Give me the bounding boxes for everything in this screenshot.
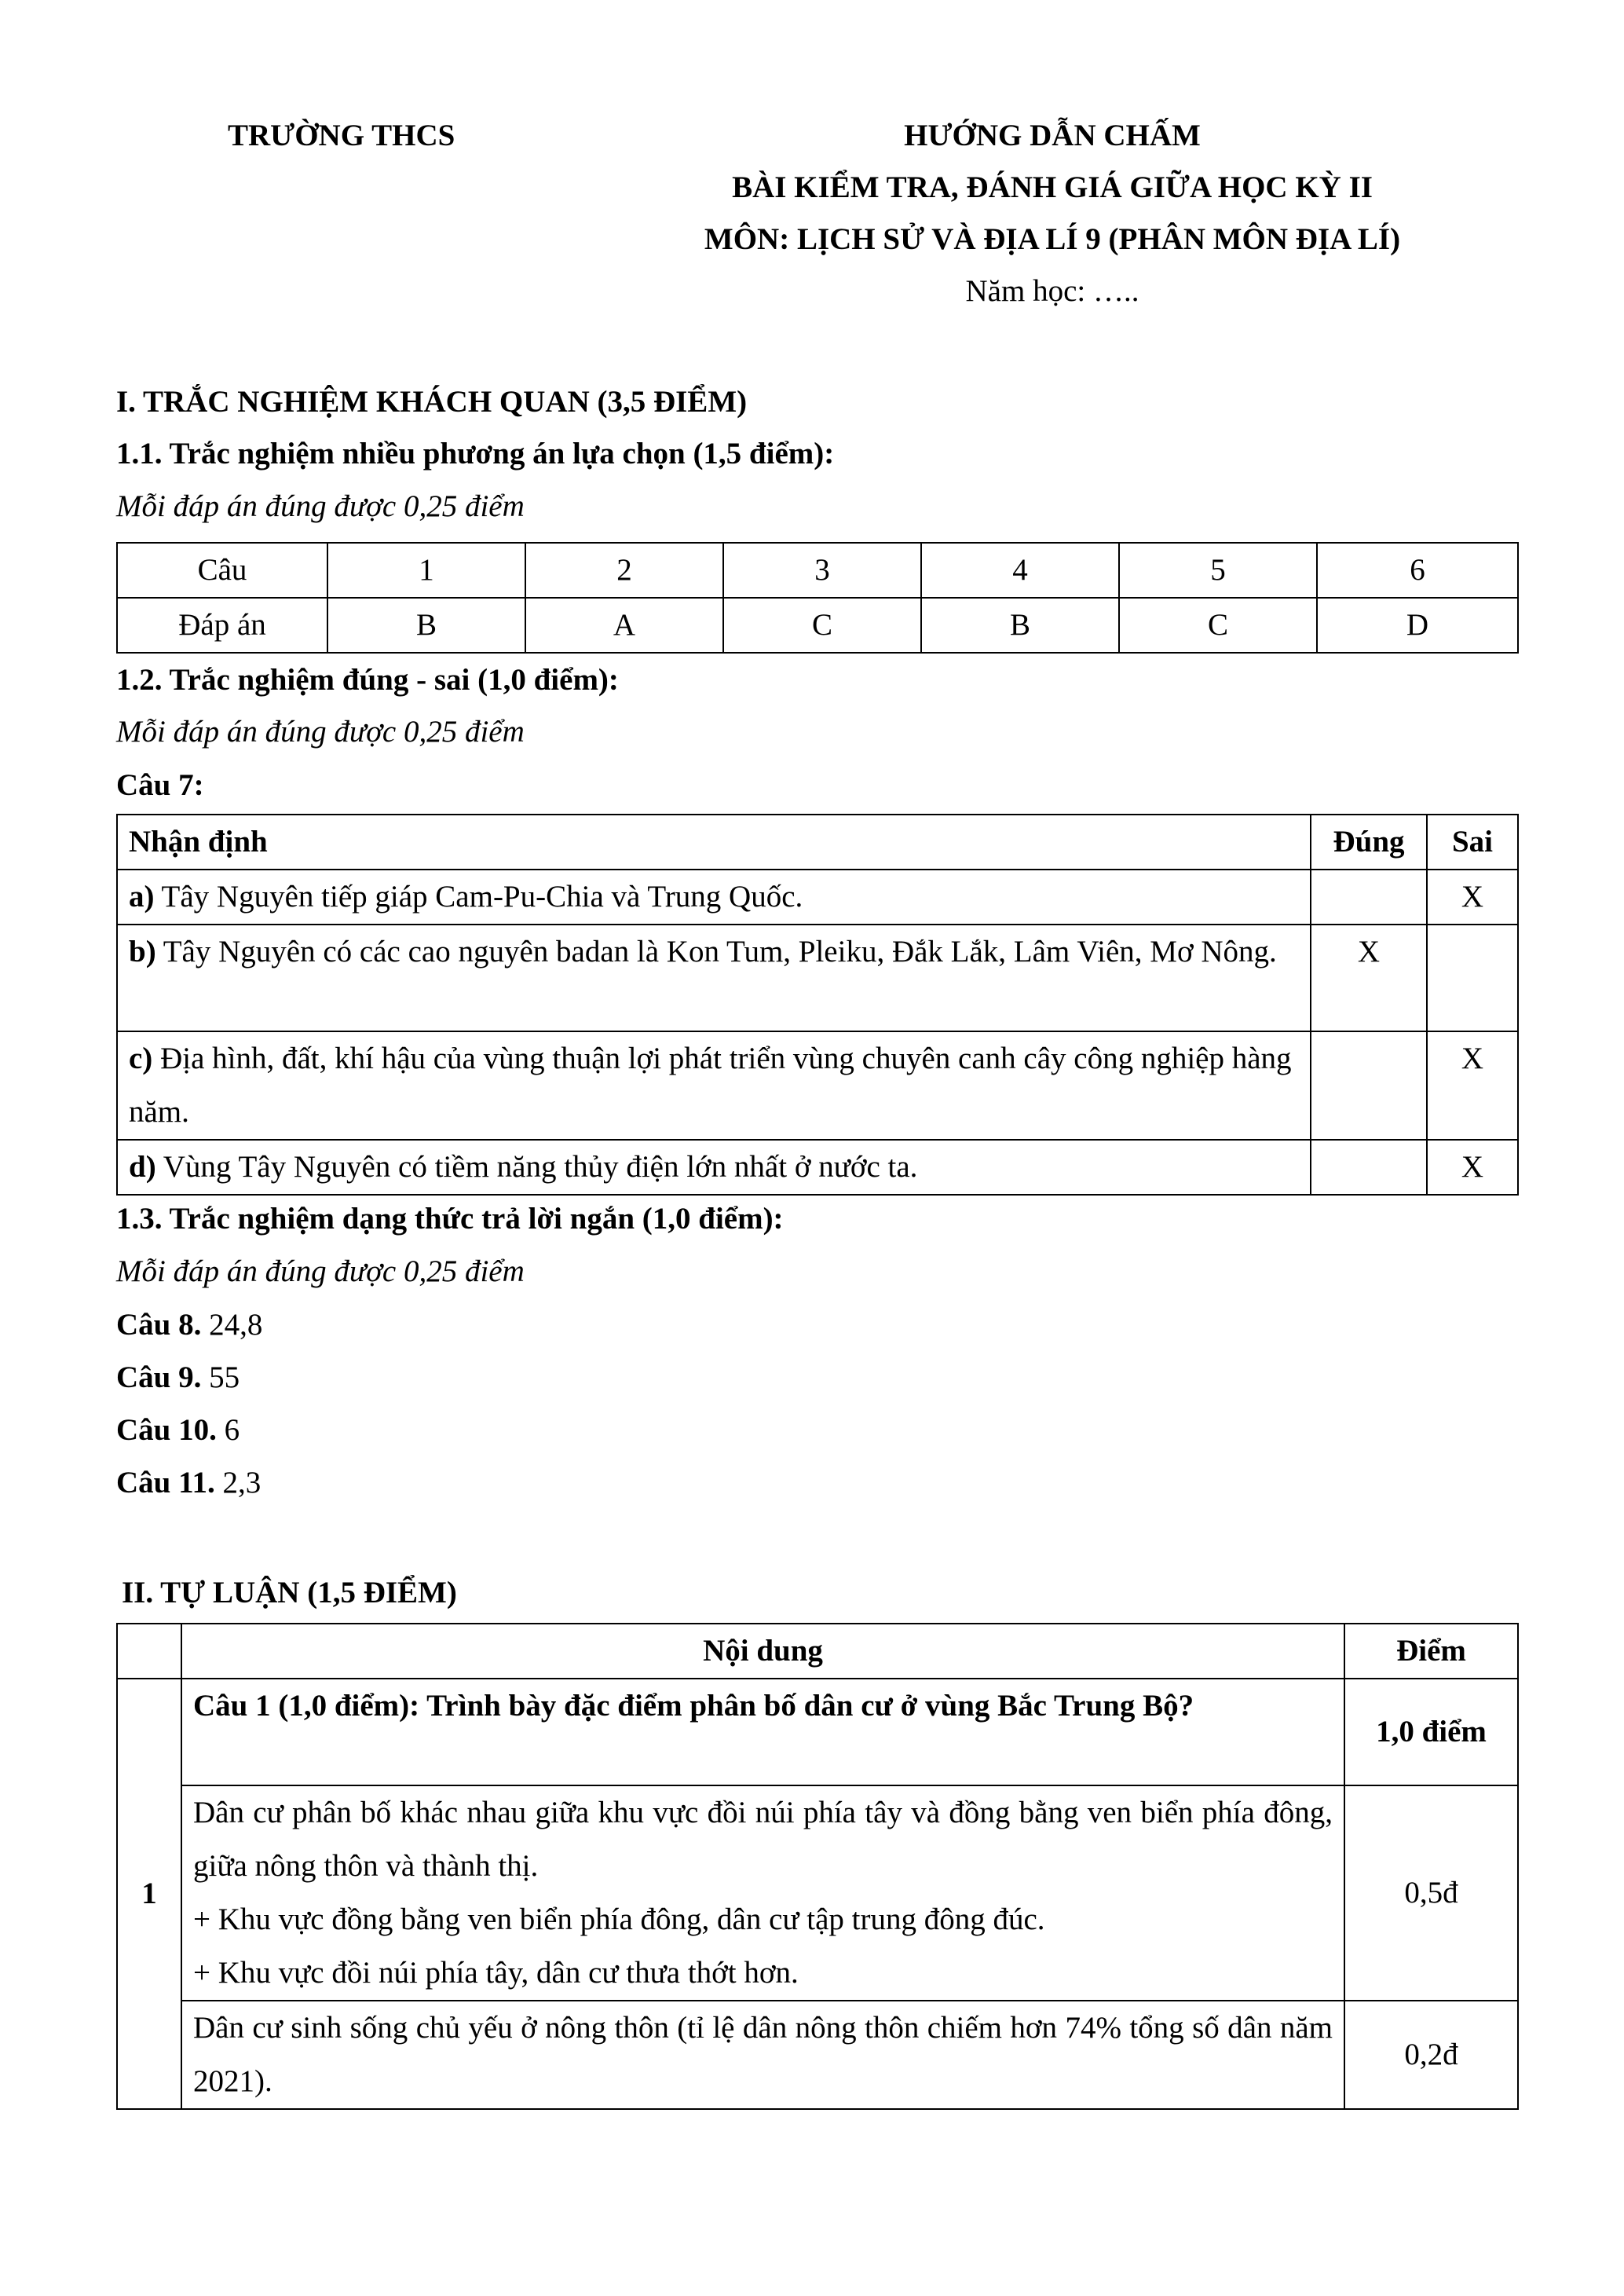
- content-score-2: 0,2đ: [1344, 2001, 1518, 2109]
- essay-content-1: [181, 1785, 1344, 2001]
- false-mark: X: [1427, 1140, 1518, 1195]
- essay-content-row-2: [117, 2001, 1518, 2109]
- section-1-1-note: Mỗi đáp án đúng được 0,25 điểm: [116, 489, 525, 523]
- doc-title-1: HƯỚNG DẪN CHẤM: [904, 119, 1201, 152]
- false-mark: X: [1427, 870, 1518, 925]
- essay-question-score: 1,0 điểm: [1344, 1679, 1518, 1785]
- statement-label: a): [129, 880, 155, 914]
- statement-text: [117, 1140, 1311, 1195]
- essay-content-row-1: [117, 1785, 1518, 2001]
- short-answer-value: 55: [201, 1360, 240, 1394]
- mcq-question-number: 5: [1119, 543, 1317, 598]
- content-line: + Khu vực đồng bằng ven biển phía đông, dân cư tập trung đông đúc.: [193, 1902, 1045, 1936]
- true-false-header-row: [117, 815, 1518, 870]
- mcq-answer: C: [1119, 598, 1317, 653]
- essay-header-empty: [117, 1624, 181, 1679]
- essay-table: [116, 1623, 1519, 2110]
- short-answer-question: Câu 8.: [116, 1308, 202, 1342]
- section-1-3-note: Mỗi đáp án đúng được 0,25 điểm: [116, 1254, 525, 1288]
- section-1-2-note: Mỗi đáp án đúng được 0,25 điểm: [116, 715, 525, 749]
- section-1-3-title: 1.3. Trắc nghiệm dạng thức trả lời ngắn (1,0 điểm):: [116, 1202, 784, 1236]
- statement-content: Tây Nguyên có các cao nguyên badan là Kon Tum, Pleiku, Đắk Lắk, Lâm Viên, Mơ Nông.: [155, 935, 1277, 969]
- school-year: Năm học: …..: [965, 274, 1139, 308]
- short-answer-10: [116, 1411, 240, 1451]
- true-mark: [1311, 870, 1427, 925]
- mcq-question-number: 2: [525, 543, 723, 598]
- statement-row-c: [117, 1031, 1518, 1140]
- score-header: Điểm: [1344, 1624, 1518, 1679]
- essay-number: 1: [117, 1679, 181, 2109]
- short-answer-value: 24,8: [201, 1308, 263, 1342]
- essay-question-row: [117, 1679, 1518, 1785]
- short-answer-value: 6: [216, 1413, 240, 1447]
- mcq-answer-row: [117, 598, 1518, 653]
- mcq-answer: D: [1317, 598, 1518, 653]
- false-header: Sai: [1427, 815, 1518, 870]
- statement-content: Tây Nguyên tiếp giáp Cam-Pu-Chia và Trung Quốc.: [154, 880, 803, 914]
- short-answer-11: [116, 1463, 261, 1503]
- mcq-answer: B: [327, 598, 525, 653]
- doc-title-3: MÔN: LỊCH SỬ VÀ ĐỊA LÍ 9 (PHÂN MÔN ĐỊA LÍ): [704, 222, 1401, 256]
- section-1-1-title: 1.1. Trắc nghiệm nhiều phương án lựa chọn (1,5 điểm):: [116, 437, 835, 471]
- essay-content-2: Dân cư sinh sống chủ yếu ở nông thôn (tỉ lệ dân nông thôn chiếm hơn 74% tổng số dân năm 2021).: [181, 2001, 1344, 2109]
- mcq-question-row: [117, 543, 1518, 598]
- short-answer-value: 2,3: [214, 1466, 262, 1500]
- content-line: Dân cư phân bố khác nhau giữa khu vực đồi núi phía tây và đồng bằng ven biển phía đông, giữa nông thôn và thành thị.: [193, 1796, 1333, 1883]
- statement-label: c): [129, 1042, 153, 1075]
- content-header: Nội dung: [181, 1624, 1344, 1679]
- false-mark: X: [1427, 1031, 1518, 1140]
- statement-content: Địa hình, đất, khí hậu của vùng thuận lợi phát triển vùng chuyên canh cây công nghiệp hàng năm.: [129, 1042, 1292, 1129]
- part2-title: II. TỰ LUẬN (1,5 ĐIỂM): [122, 1576, 457, 1609]
- short-answer-8: [116, 1305, 262, 1346]
- short-answer-9: [116, 1358, 240, 1398]
- statement-label: d): [129, 1150, 156, 1184]
- essay-header-row: [117, 1624, 1518, 1679]
- true-mark: [1311, 1140, 1427, 1195]
- mcq-question-number: 6: [1317, 543, 1518, 598]
- content-line: + Khu vực đồi núi phía tây, dân cư thưa thớt hơn.: [193, 1956, 799, 1990]
- statement-text: [117, 870, 1311, 925]
- mcq-header-cell: Đáp án: [117, 598, 327, 653]
- mcq-question-number: 4: [921, 543, 1119, 598]
- mcq-header-cell: Câu: [117, 543, 327, 598]
- statement-row-a: [117, 870, 1518, 925]
- statement-text: [117, 925, 1311, 1031]
- statement-content: Vùng Tây Nguyên có tiềm năng thủy điện lớn nhất ở nước ta.: [155, 1150, 918, 1184]
- content-score-1: 0,5đ: [1344, 1785, 1518, 2001]
- part1-title: I. TRẮC NGHIỆM KHÁCH QUAN (3,5 ĐIỂM): [116, 385, 748, 419]
- statement-row-d: [117, 1140, 1518, 1195]
- true-mark: X: [1311, 925, 1427, 1031]
- true-mark: [1311, 1031, 1427, 1140]
- statement-header: Nhận định: [117, 815, 1311, 870]
- statement-label: b): [129, 935, 156, 969]
- question-7-label: Câu 7:: [116, 768, 204, 802]
- mcq-answer: A: [525, 598, 723, 653]
- mcq-answer: B: [921, 598, 1119, 653]
- false-mark: [1427, 925, 1518, 1031]
- section-1-2-title: 1.2. Trắc nghiệm đúng - sai (1,0 điểm):: [116, 663, 619, 697]
- mcq-question-number: 1: [327, 543, 525, 598]
- statement-text: [117, 1031, 1311, 1140]
- short-answer-question: Câu 10.: [116, 1413, 217, 1447]
- short-answer-question: Câu 9.: [116, 1360, 202, 1394]
- true-header: Đúng: [1311, 815, 1427, 870]
- school-name: TRƯỜNG THCS: [228, 119, 455, 152]
- statement-row-b: [117, 925, 1518, 1031]
- essay-question: Câu 1 (1,0 điểm): Trình bày đặc điểm phân bố dân cư ở vùng Bắc Trung Bộ?: [181, 1679, 1344, 1785]
- true-false-table: [116, 814, 1519, 1196]
- short-answer-question: Câu 11.: [116, 1466, 215, 1500]
- mcq-answer: C: [723, 598, 921, 653]
- doc-title-2: BÀI KIỂM TRA, ĐÁNH GIÁ GIỮA HỌC KỲ II: [732, 170, 1373, 204]
- mcq-question-number: 3: [723, 543, 921, 598]
- mcq-answer-table: [116, 542, 1519, 654]
